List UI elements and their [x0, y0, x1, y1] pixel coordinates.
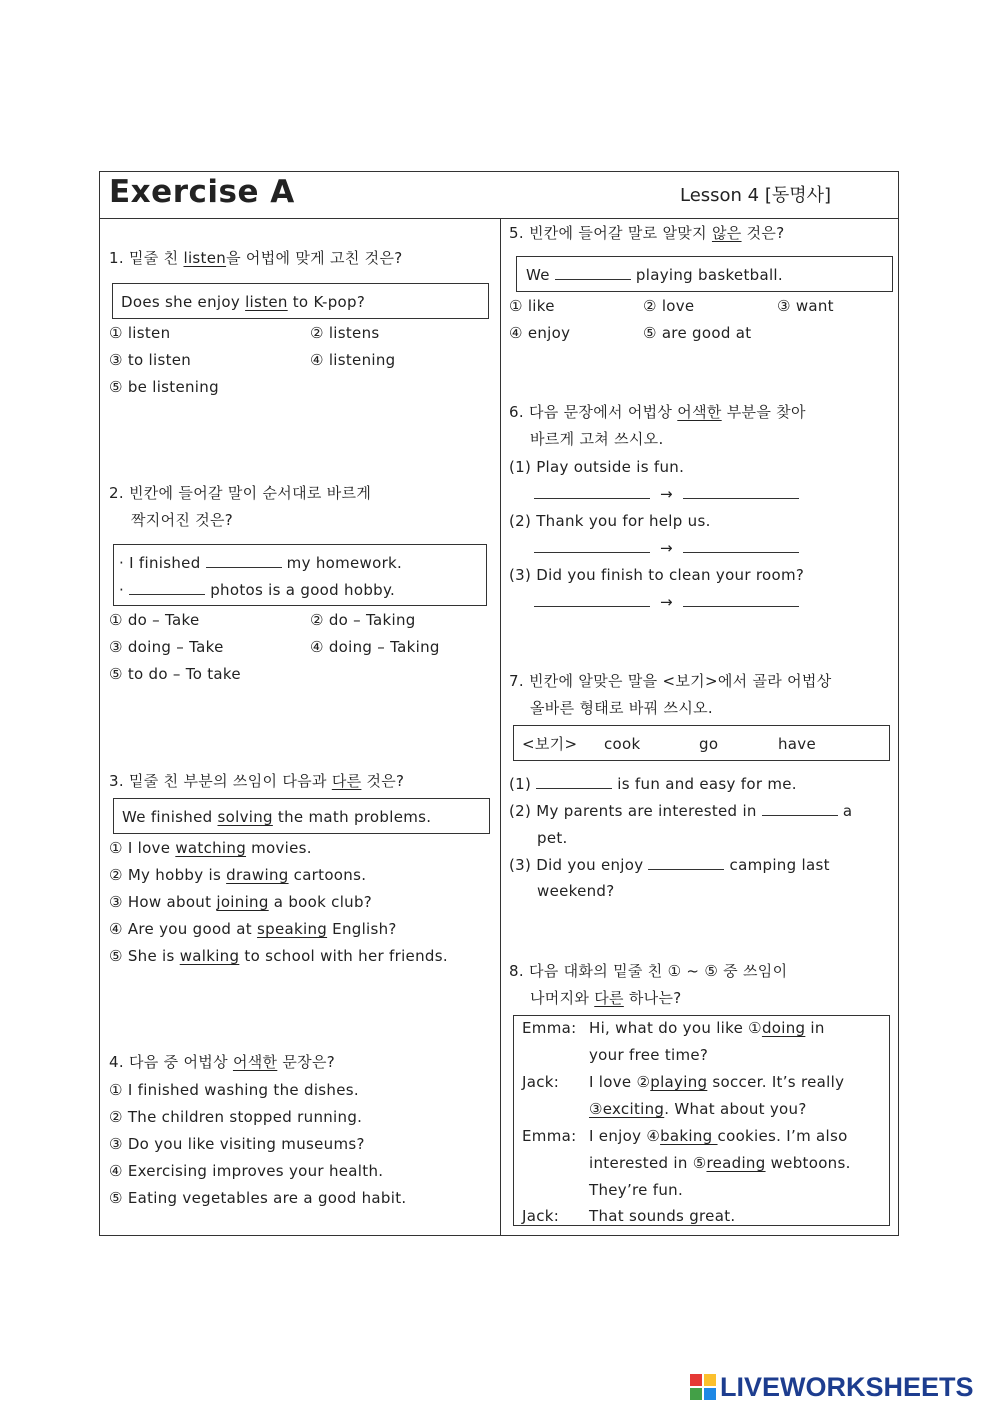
q6-question-line2: 바르게 고쳐 쓰시오. — [530, 430, 664, 448]
q6-question-line1: 6. 다음 문장에서 어법상 어색한 부분을 찾아 — [509, 403, 806, 421]
logo-square-red — [690, 1374, 702, 1386]
dialogue-line-5: I enjoy ④baking cookies. I’m also — [589, 1127, 848, 1145]
arrow-icon: → — [660, 485, 673, 503]
q7-item-2: (2) My parents are interested in a — [509, 802, 853, 820]
logo-square-blue — [704, 1388, 716, 1400]
dialogue-line-8: That sounds great. — [589, 1207, 736, 1225]
q2-option-3[interactable]: ③ doing – Take — [109, 638, 224, 656]
q2-blank-1 — [206, 553, 282, 568]
q3-sentence-box — [113, 798, 490, 834]
q8-question-line1: 8. 다음 대화의 밑줄 친 ① ~ ⑤ 중 쓰임이 — [509, 962, 788, 980]
speaker-emma: Emma: — [522, 1019, 577, 1037]
q6-wrong-blank-3[interactable] — [534, 592, 650, 607]
dialogue-line-6: interested in ⑤reading webtoons. — [589, 1154, 851, 1172]
q5-option-1[interactable]: ① like — [509, 297, 555, 315]
q2-option-2[interactable]: ② do – Taking — [310, 611, 416, 629]
q2-option-1[interactable]: ① do – Take — [109, 611, 200, 629]
q6-item-3: (3) Did you finish to clean your room? — [509, 566, 805, 584]
q6-correct-blank-1[interactable] — [683, 484, 799, 499]
dialogue-line-7: They’re fun. — [589, 1181, 684, 1199]
q7-word-cook: cook — [604, 735, 641, 753]
q2-sentence-1: · I finished my homework. — [119, 554, 403, 572]
q1-option-3[interactable]: ③ to listen — [109, 351, 192, 369]
q7-box-label: <보기> — [522, 735, 578, 753]
q1-option-4[interactable]: ④ listening — [310, 351, 396, 369]
q7-item-3-cont: weekend? — [537, 882, 615, 900]
q7-word-box — [513, 725, 890, 761]
q2-sentence-2: · photos is a good hobby. — [119, 581, 396, 599]
q2-question-line2: 짝지어진 것은? — [131, 511, 234, 529]
arrow-icon: → — [660, 593, 673, 611]
q6-item-1: (1) Play outside is fun. — [509, 458, 685, 476]
q8-question-line2: 나머지와 다른 하나는? — [530, 989, 682, 1007]
q6-item-2: (2) Thank you for help us. — [509, 512, 711, 530]
q4-option-3[interactable]: ③ Do you like visiting museums? — [109, 1135, 365, 1153]
q1-option-5[interactable]: ⑤ be listening — [109, 378, 219, 396]
dialogue-line-2: your free time? — [589, 1046, 709, 1064]
logo-square-green — [690, 1388, 702, 1400]
q2-blank-2 — [129, 580, 205, 595]
dialogue-line-3: I love ②playing soccer. It’s really — [589, 1073, 845, 1091]
q1-option-2[interactable]: ② listens — [310, 324, 380, 342]
q7-item-1: (1) is fun and easy for me. — [509, 775, 797, 793]
q6-answer-row-2 — [534, 538, 799, 558]
q4-option-4[interactable]: ④ Exercising improves your health. — [109, 1162, 384, 1180]
q6-wrong-blank-1[interactable] — [534, 484, 650, 499]
q3-option-1[interactable]: ① I love watching movies. — [109, 839, 312, 857]
q1-question: 1. 밑줄 친 listen을 어법에 맞게 고친 것은? — [109, 249, 403, 267]
q5-sentence: We playing basketball. — [526, 266, 783, 284]
q3-question: 3. 밑줄 친 부분의 쓰임이 다음과 다른 것은? — [109, 772, 405, 790]
q7-question-line1: 7. 빈칸에 알맞은 말을 <보기>에서 골라 어법상 — [509, 672, 832, 690]
q5-blank — [555, 265, 631, 280]
q2-question-line1: 2. 빈칸에 들어갈 말이 순서대로 바르게 — [109, 484, 372, 502]
column-divider — [500, 218, 501, 1235]
q7-item-2-cont: pet. — [537, 829, 568, 847]
q4-option-1[interactable]: ① I finished washing the dishes. — [109, 1081, 359, 1099]
q4-option-2[interactable]: ② The children stopped running. — [109, 1108, 363, 1126]
liveworksheets-icon — [690, 1374, 716, 1400]
speaker-jack: Jack: — [522, 1207, 560, 1225]
lesson-label: Lesson 4 [동명사] — [680, 185, 832, 206]
q7-question-line2: 올바른 형태로 바꿔 쓰시오. — [530, 699, 713, 717]
q3-option-2[interactable]: ② My hobby is drawing cartoons. — [109, 866, 367, 884]
arrow-icon: → — [660, 539, 673, 557]
worksheet-header — [100, 172, 898, 219]
q8-dialogue-box — [513, 1015, 890, 1226]
q7-word-have: have — [778, 735, 817, 753]
q6-wrong-blank-2[interactable] — [534, 538, 650, 553]
q2-option-4[interactable]: ④ doing – Taking — [310, 638, 440, 656]
q3-option-4[interactable]: ④ Are you good at speaking English? — [109, 920, 397, 938]
q6-correct-blank-3[interactable] — [683, 592, 799, 607]
liveworksheets-wordmark: LIVEWORKSHEETS — [720, 1371, 974, 1402]
liveworksheets-logo — [690, 1372, 974, 1402]
q1-option-1[interactable]: ① listen — [109, 324, 171, 342]
q5-question: 5. 빈칸에 들어갈 말로 알맞지 않은 것은? — [509, 224, 785, 242]
dialogue-line-1: Hi, what do you like ①doing in — [589, 1019, 825, 1037]
q5-option-2[interactable]: ② love — [643, 297, 695, 315]
q6-answer-row-1 — [534, 484, 799, 504]
q6-answer-row-3 — [534, 592, 799, 612]
speaker-emma: Emma: — [522, 1127, 577, 1145]
q7-item-3: (3) Did you enjoy camping last — [509, 856, 830, 874]
q2-sentence-box — [113, 544, 487, 606]
q1-sentence-box — [112, 283, 489, 319]
q1-sentence: Does she enjoy listen to K-pop? — [121, 293, 366, 311]
q5-option-3[interactable]: ③ want — [777, 297, 834, 315]
page-title: Exercise A — [109, 174, 295, 210]
q5-option-4[interactable]: ④ enjoy — [509, 324, 571, 342]
logo-square-yellow — [704, 1374, 716, 1386]
q5-option-5[interactable]: ⑤ are good at — [643, 324, 752, 342]
q7-word-go: go — [699, 735, 719, 753]
q5-sentence-box — [516, 256, 893, 292]
q3-sentence: We finished solving the math problems. — [122, 808, 432, 826]
q4-option-5[interactable]: ⑤ Eating vegetables are a good habit. — [109, 1189, 407, 1207]
dialogue-line-4: ③exciting. What about you? — [589, 1100, 807, 1118]
q2-option-5[interactable]: ⑤ to do – To take — [109, 665, 241, 683]
q4-question: 4. 다음 중 어법상 어색한 문장은? — [109, 1053, 336, 1071]
q7-blank-3[interactable] — [648, 855, 724, 870]
q3-option-3[interactable]: ③ How about joining a book club? — [109, 893, 373, 911]
q3-option-5[interactable]: ⑤ She is walking to school with her friends. — [109, 947, 448, 965]
q7-blank-2[interactable] — [762, 801, 838, 816]
q6-correct-blank-2[interactable] — [683, 538, 799, 553]
speaker-jack: Jack: — [522, 1073, 560, 1091]
q7-blank-1[interactable] — [536, 774, 612, 789]
